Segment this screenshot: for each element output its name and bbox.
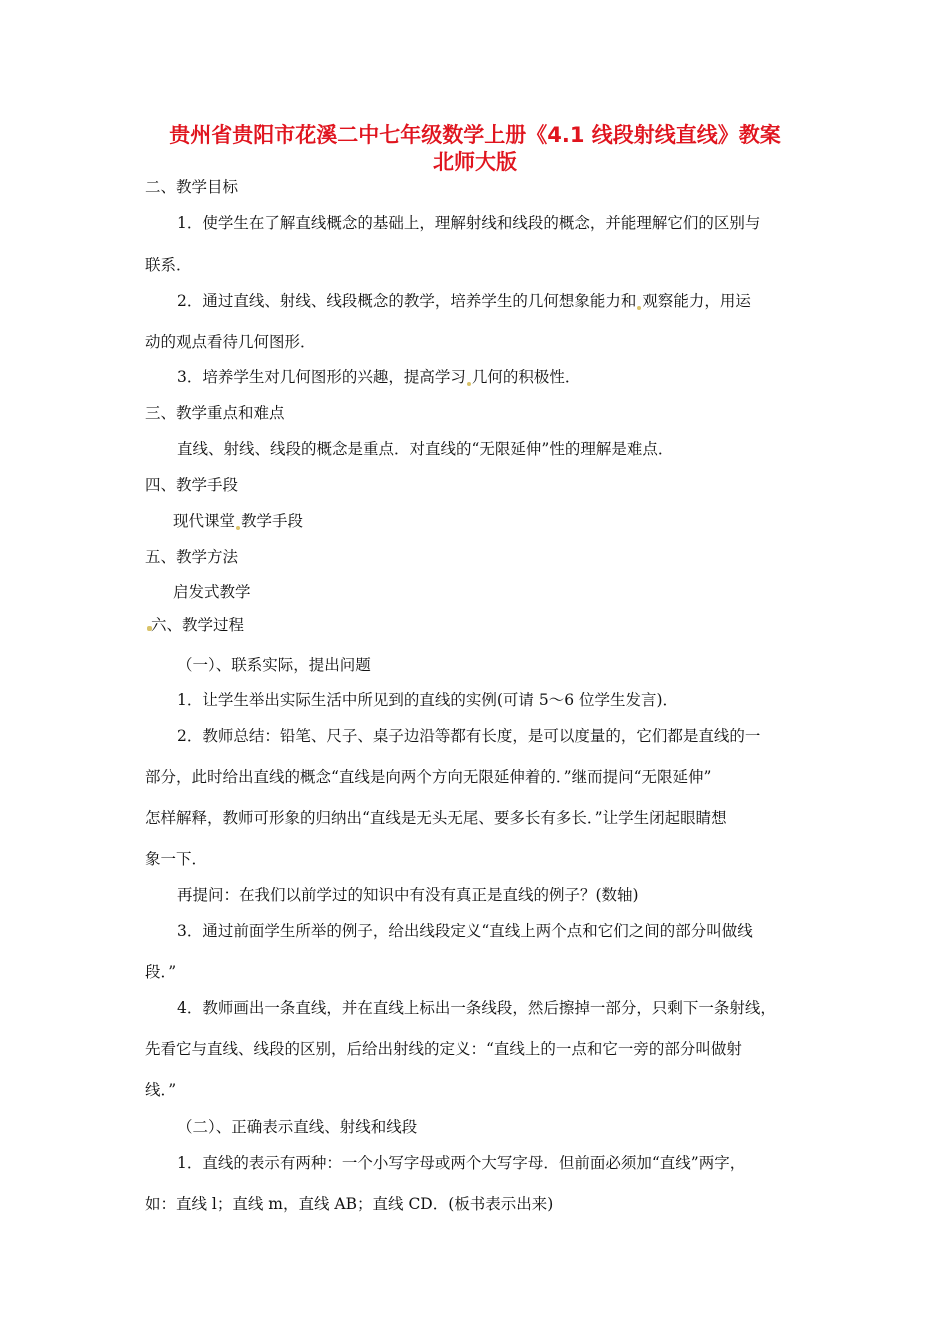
text-segment: 教学手段: [241, 512, 304, 530]
section-heading-teaching-process: 六、教学过程: [151, 616, 245, 634]
paragraph-process-3-line-2: 段．”: [145, 963, 177, 981]
document-title-line-1: 贵州省贵阳市花溪二中七年级数学上册《4.1 线段射线直线》教案: [169, 123, 781, 147]
paragraph-objective-2-line-1: [177, 291, 751, 311]
text-segment: 2．通过直线、射线、线段概念的教学，培养学生的几何想象能力和: [177, 292, 637, 310]
watermark-dot: [637, 306, 641, 310]
paragraph-teaching-means: [173, 511, 303, 531]
document-title-line-2: 北师大版: [433, 150, 517, 174]
text-segment: 现代课堂: [173, 512, 236, 530]
paragraph-process-4-line-2: 先看它与直线、线段的区别，后给出射线的定义：“直线上的一点和它一旁的部分叫做射: [145, 1040, 742, 1058]
paragraph-process-4-line-1: 4．教师画出一条直线，并在直线上标出一条线段，然后擦掉一部分，只剩下一条射线，: [177, 999, 776, 1017]
paragraph-objective-1-line-2: 联系．: [145, 256, 192, 274]
watermark-dot: [467, 382, 471, 386]
text-segment: 观察能力，用运: [642, 292, 751, 310]
paragraph-process-4-line-3: 线．”: [145, 1081, 177, 1099]
text-segment: 3．培养学生对几何图形的兴趣，提高学习: [177, 368, 466, 386]
paragraph-teaching-method: 启发式教学: [173, 583, 251, 601]
section-heading-objectives: 二、教学目标: [145, 178, 239, 196]
paragraph-objective-2-line-2: 动的观点看待几何图形．: [145, 333, 316, 351]
subsection-heading-1: （一）、联系实际，提出问题: [177, 656, 371, 674]
paragraph-process-2-line-4: 象一下．: [145, 850, 208, 868]
paragraph-objective-1-line-1: 1．使学生在了解直线概念的基础上，理解射线和线段的概念，并能理解它们的区别与: [177, 214, 761, 232]
paragraph-process-2-line-2: 部分，此时给出直线的概念“直线是向两个方向无限延伸着的．”继而提问“无限延伸”: [145, 768, 712, 786]
paragraph-process-2-line-1: 2．教师总结：铅笔、尺子、桌子边沿等都有长度，是可以度量的，它们都是直线的一: [177, 727, 761, 745]
section-heading-teaching-method: 五、教学方法: [145, 548, 239, 566]
paragraph-key-points: 直线、射线、线段的概念是重点．对直线的“无限延伸”性的理解是难点．: [177, 440, 674, 458]
paragraph-process-1: 1．让学生举出实际生活中所见到的直线的实例(可请 5～6 位学生发言)．: [177, 691, 679, 709]
paragraph-process-2-line-3: 怎样解释，教师可形象的归纳出“直线是无头无尾、要多长有多长．”让学生闭起眼睛想: [145, 809, 727, 827]
paragraph-question: 再提问：在我们以前学过的知识中有没有真正是直线的例子？(数轴): [177, 886, 639, 904]
section-heading-teaching-means: 四、教学手段: [145, 476, 239, 494]
paragraph-objective-3: [177, 367, 580, 387]
paragraph-representation-line-2: 如：直线 l；直线 m，直线 AB；直线 CD．(板书表示出来): [145, 1195, 554, 1213]
text-segment: 几何的积极性．: [471, 368, 581, 386]
subsection-heading-2: （二）、正确表示直线、射线和线段: [177, 1118, 418, 1136]
paragraph-representation-line-1: 1．直线的表示有两种：一个小写字母或两个大写字母．但前面必须加“直线”两字，: [177, 1154, 746, 1172]
paragraph-process-3-line-1: 3．通过前面学生所举的例子，给出线段定义“直线上两个点和它们之间的部分叫做线: [177, 922, 753, 940]
section-heading-key-points: 三、教学重点和难点: [145, 404, 285, 422]
watermark-dot: [236, 526, 240, 530]
